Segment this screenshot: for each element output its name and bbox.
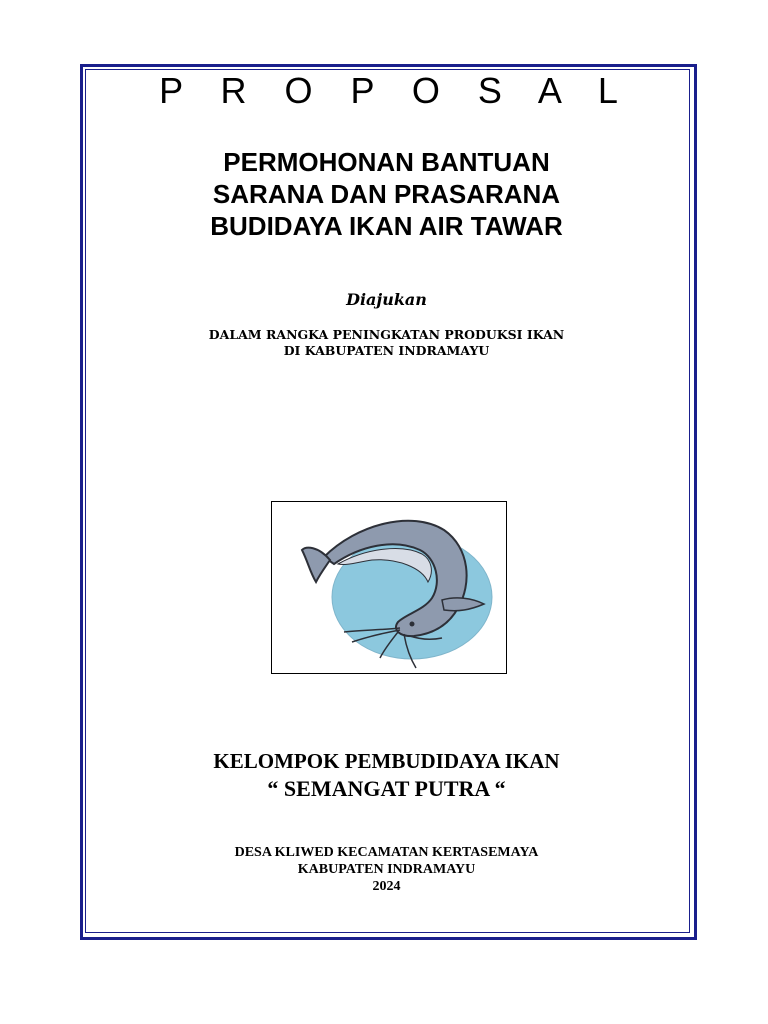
document-heading: P R O P O S A L xyxy=(159,70,632,111)
address-line: DESA KLIWED KECAMATAN KERTASEMAYA xyxy=(234,845,539,860)
purpose-line: DALAM RANGKA PENINGKATAN PRODUKSI IKAN xyxy=(208,327,565,342)
group-name: KELOMPOK PEMBUDIDAYA IKAN xyxy=(213,749,560,773)
purpose-line: DI KABUPATEN INDRAMAYU xyxy=(283,343,490,358)
proposal-subject xyxy=(85,146,688,242)
subject-line: SARANA DAN PRASARANA xyxy=(212,179,561,209)
address-year: 2024 xyxy=(372,879,401,894)
catfish-illustration xyxy=(271,501,507,674)
catfish-icon xyxy=(272,502,506,673)
subject-line: BUDIDAYA IKAN AIR TAWAR xyxy=(210,211,563,241)
subject-line: PERMOHONAN BANTUAN xyxy=(223,147,550,177)
proposal-purpose xyxy=(85,327,688,359)
address-line: KABUPATEN INDRAMAYU xyxy=(297,862,476,877)
group-address xyxy=(85,844,688,895)
submitted-label: Diajukan xyxy=(346,290,427,309)
group-title: “ SEMANGAT PUTRA “ xyxy=(267,776,506,801)
